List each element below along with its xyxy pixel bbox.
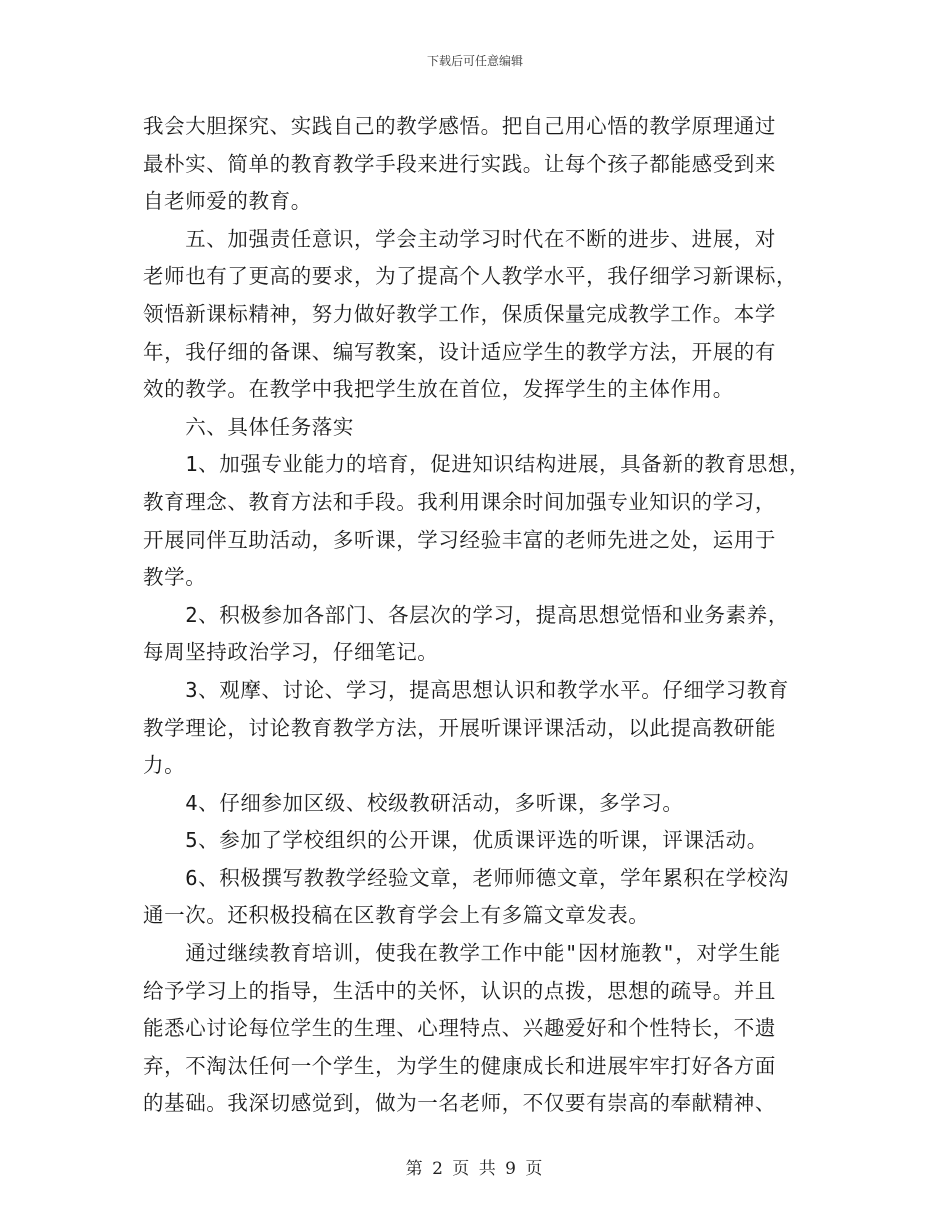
text-line: 每周坚持政治学习，仔细笔记。 — [143, 640, 439, 665]
text-line: 我会大胆探究、实践自己的教学感悟。把自己用心悟的教学原理通过 — [143, 114, 776, 138]
text-line: 教学理论，讨论教育教学方法，开展听课评课活动，以此提高教研能 — [143, 715, 776, 740]
document-body — [143, 108, 823, 1123]
text-line: 4、仔细参加区级、校级教研活动，多听课，多学习。 — [143, 790, 684, 815]
text-line: 力。 — [143, 753, 186, 778]
text-line: 教学。 — [143, 565, 207, 590]
text-line: 6、积极撰写教教学经验文章，老师师德文章，学年累积在学校沟 — [143, 865, 789, 890]
text-line: 弃，不淘汰任何一个学生，为学生的健康成长和进展牢牢打好各方面 — [143, 1053, 776, 1078]
text-line: 给予学习上的指导，生活中的关怀，认识的点拨，思想的疏导。并且 — [143, 978, 776, 1003]
text-line: 最朴实、简单的教育教学手段来进行实践。让每个孩子都能感受到来 — [143, 151, 776, 176]
text-line: 的基础。我深切感觉到，做为一名老师，不仅要有崇高的奉献精神、 — [143, 1091, 776, 1116]
text-line: 自老师爱的教育。 — [143, 189, 312, 214]
text-line: 教育理念、教育方法和手段。我利用课余时间加强专业知识的学习， — [143, 489, 776, 514]
text-line: 通过继续教育培训，使我在教学工作中能"因材施教"，对学生能 — [143, 941, 781, 966]
text-line: 2、积极参加各部门、各层次的学习，提高思想觉悟和业务素养， — [143, 602, 789, 627]
section-heading: 六、具体任务落实 — [143, 414, 354, 439]
text-line: 通一次。还积极投稿在区教育学会上有多篇文章发表。 — [143, 903, 650, 928]
text-line: 3、观摩、讨论、学习，提高思想认识和教学水平。仔细学习教育 — [143, 677, 789, 702]
text-line: 能悉心讨论每位学生的生理、心理特点、兴趣爱好和个性特长，不遗 — [143, 1016, 776, 1041]
text-line: 5、参加了学校组织的公开课，优质课评选的听课，评课活动。 — [143, 828, 768, 853]
text-line: 效的教学。在教学中我把学生放在首位，发挥学生的主体作用。 — [143, 377, 734, 402]
page-number-footer: 第 2 页 共 9 页 — [405, 1159, 545, 1179]
text-line: 1、加强专业能力的培育，促进知识结构进展，具备新的教育思想， — [143, 452, 811, 477]
page-header-note: 下载后可任意编辑 — [426, 54, 523, 68]
text-line: 开展同伴互助活动，多听课，学习经验丰富的老师先进之处，运用于 — [143, 527, 776, 552]
text-line: 年，我仔细的备课、编写教案，设计适应学生的教学方法，开展的有 — [143, 339, 776, 364]
text-line: 领悟新课标精神，努力做好教学工作，保质保量完成教学工作。本学 — [143, 301, 776, 326]
text-line: 老师也有了更高的要求，为了提高个人教学水平，我仔细学习新课标， — [143, 264, 798, 289]
text-line: 五、加强责任意识，学会主动学习时代在不断的进步、进展，对 — [143, 226, 776, 251]
